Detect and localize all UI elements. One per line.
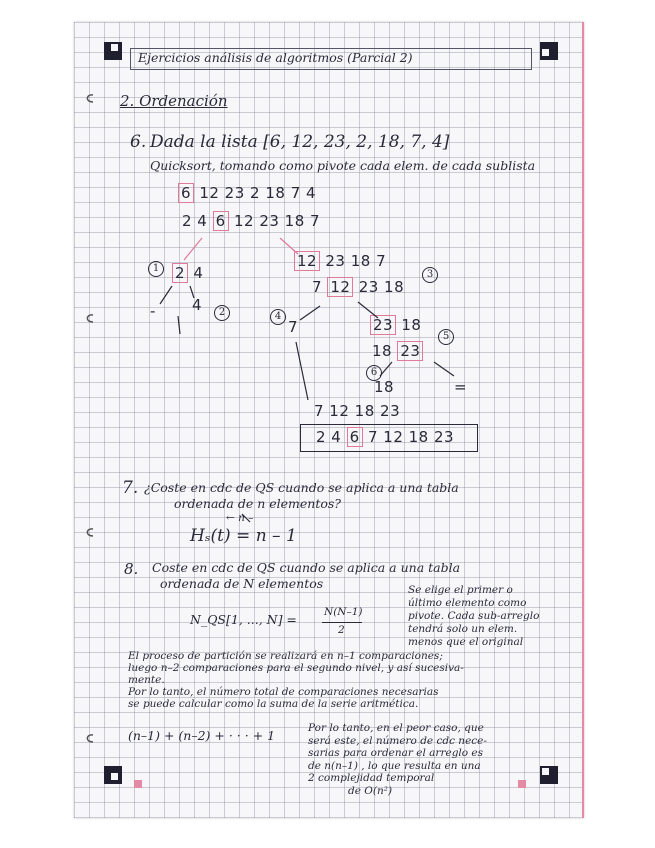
exercise-8-formula: N_QS[1, ..., N] = [190,612,297,627]
paragraph-line: se puede calcular como la suma de la serie aritmética. [128,698,419,710]
right-sublist: 12 23 18 7 [294,252,386,270]
step-5-marker: 5 [438,324,454,345]
pivot-box: 6 [347,427,363,447]
bottom-left-corner-marker [104,766,122,784]
exercise-7-arrow-label: ← n – [226,512,254,524]
connector-line [434,362,454,376]
note-line: menos que el original [408,636,524,648]
step-3-marker: 3 [422,262,438,283]
pivot-box: 23 [397,341,423,361]
note-line: tendrá solo un elem. [408,623,518,635]
conclusion-block [308,722,487,797]
pink-marker [134,780,142,788]
conclusion-line: de O(n²) [348,784,393,797]
quicksort-row-2 [182,212,320,230]
step-2-marker: 2 [214,300,230,321]
left-dash: - [150,302,156,320]
conclusion-line: de n(n–1) , lo que resulta en una [308,759,481,772]
punch-hole [84,94,95,103]
pink-marker [518,780,526,788]
step-1-marker: 1 [148,256,164,277]
merged-sublist: 7 12 18 23 [314,402,401,420]
pivot-box: 12 [327,277,353,297]
exercise-7-formula: Hₛ(t) = n – 1 [190,526,297,546]
punch-hole [84,314,95,323]
paragraph-line: luego n–2 comparaciones para el segundo nivel, y así sucesiva- [128,662,464,674]
conclusion-line: será este, el número de cdc nece- [308,734,487,747]
row-1-rest: 12 23 2 18 7 4 [199,184,317,202]
arithmetic-series: (n–1) + (n–2) + · · · + 1 [128,728,276,743]
eighteen-leaf: 18 [374,378,395,396]
note-line: último elemento como [408,597,527,609]
exercise-7-line-1: ¿Coste en cdc de QS cuando se aplica a una tabla [144,480,459,495]
step-6-marker: 6 [366,360,382,381]
note-block [408,584,539,649]
explanation-paragraph [128,650,464,710]
conclusion-line: Por lo tanto, en el peor caso, que [308,722,484,734]
row-2-right: 12 23 18 7 [233,212,321,230]
page-title: Ejercicios análisis de algoritmos (Parcial 2) [138,50,413,65]
left-child: 4 [192,296,203,314]
top-left-corner-marker [104,42,122,60]
exercise-6-number: 6. [130,132,147,152]
section-title: 2. Ordenación [120,92,228,110]
fraction-bar [322,622,362,623]
connector-line [178,316,180,334]
exercise-8-formula-numerator: N(N–1) [324,606,363,618]
top-right-corner-marker [540,42,558,60]
step-4-marker: 4 [270,304,286,325]
bottom-right-corner-marker [540,766,558,784]
punch-hole [84,734,95,743]
exercise-8-line-2: ordenada de N elementos [160,576,324,591]
note-line: pivote. Cada sub-arreglo [408,610,540,622]
quicksort-row-1 [178,184,316,202]
punch-hole [84,528,95,537]
connector-line [296,342,308,400]
pivot-box: 23 [370,315,396,335]
connector-line [160,286,172,304]
paragraph-line: mente. [128,674,165,686]
exercise-7-line-2: ordenada de n elementos? [174,496,341,511]
pivot-box: 6 [178,183,194,203]
row-2-left: 2 4 [182,212,208,230]
exercise-6-method: Quicksort, tomando como pivote cada elem. de cada sublista [150,158,536,173]
connector-line [184,238,202,260]
pivot-box: 2 [172,263,188,283]
pivot-box: 12 [294,251,320,271]
exercise-8-formula-denominator: 2 [338,624,345,636]
conclusion-line: sarias para ordenar el arreglo es [308,747,484,759]
sorted-result: 2 4 6 7 12 18 23 [316,428,455,446]
note-line: Se elige el primer o [408,584,513,596]
paragraph-line: El proceso de partición se realizará en n–1 comparaciones; [128,650,443,662]
connector-line [300,306,320,320]
exercise-8-number: 8. [124,560,139,578]
sub-partition: 18 23 [372,342,423,360]
right-partition: 7 12 23 18 [312,278,405,296]
equals-leaf: = [454,378,468,396]
exercise-8-line-1: Coste en cdc de QS cuando se aplica a una tabla [152,560,461,575]
exercise-7-number: 7. [122,478,139,498]
notebook-page [74,22,584,818]
left-sublist: 2 4 [172,264,203,282]
paragraph-line: Por lo tanto, el número total de comparaciones necesarias [128,686,439,698]
sub-sublist: 23 18 [370,316,421,334]
seven-leaf: 7 [288,318,299,336]
pivot-box: 6 [213,211,229,231]
conclusion-line: 2 complejidad temporal [308,772,435,784]
exercise-6-statement: Dada la lista [6, 12, 23, 2, 18, 7, 4] [150,132,450,152]
